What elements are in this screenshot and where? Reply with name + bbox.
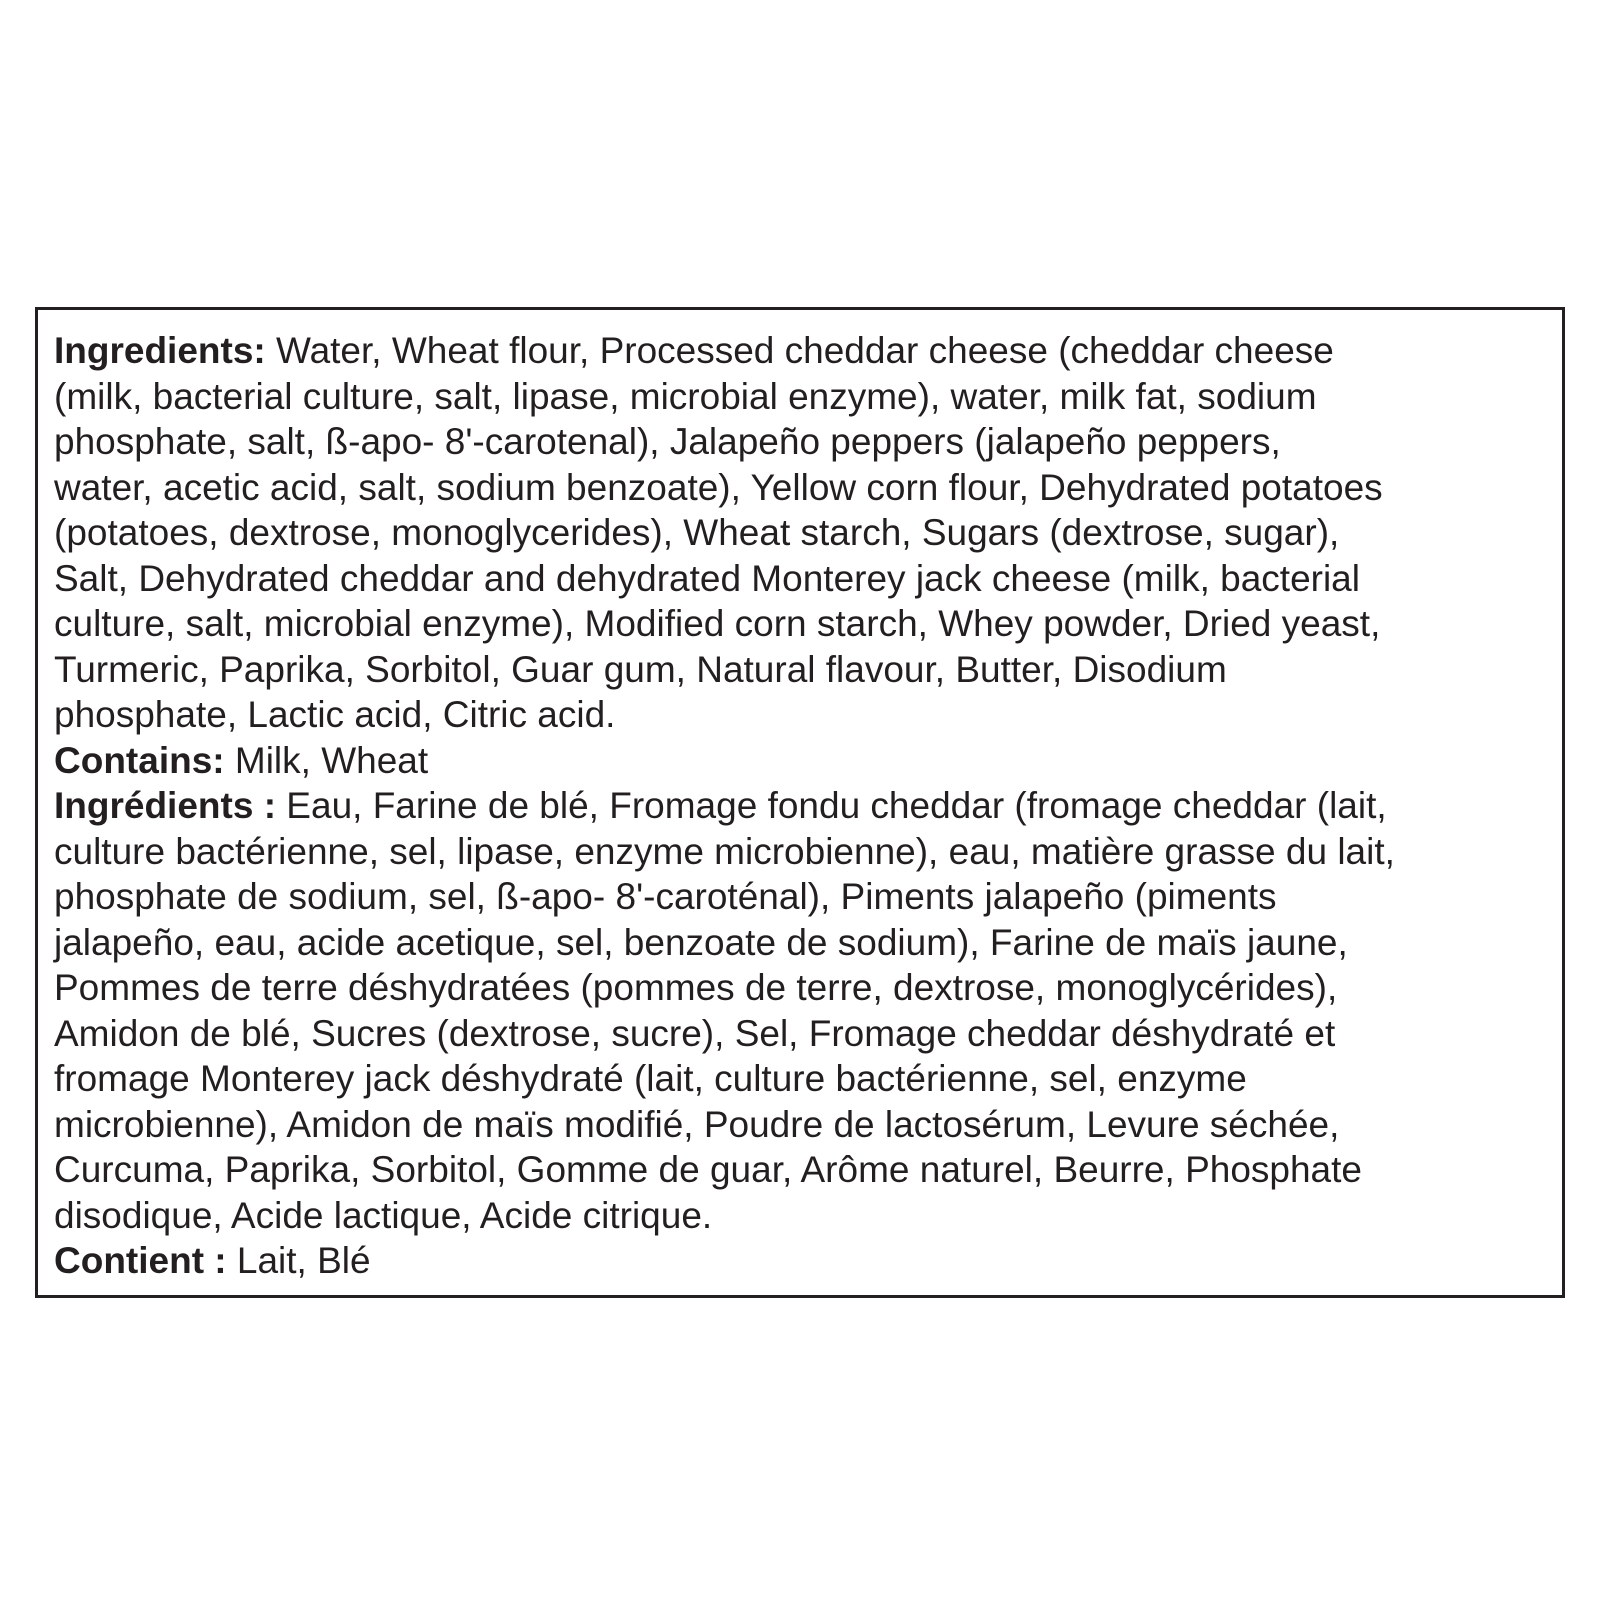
french-ingredients-text: Eau, Farine de blé, Fromage fondu cheddar (fromage cheddar (lait, [276,785,1387,826]
english-ingredients-line: phosphate, salt, ß-apo- 8'-carotenal), Jalapeño peppers (jalapeño peppers, [54,421,1281,462]
english-ingredients-line: (potatoes, dextrose, monoglycerides), Wheat starch, Sugars (dextrose, sugar), [54,512,1340,553]
french-ingredients-line: Amidon de blé, Sucres (dextrose, sucre), Sel, Fromage cheddar déshydraté et [54,1012,1336,1054]
english-contains-line [54,738,1548,784]
english-contains-value: Milk, Wheat [224,739,429,781]
french-ingredients-line: culture bactérienne, sel, lipase, enzyme microbienne), eau, matière grasse du lait, [54,830,1395,872]
english-ingredients-line: phosphate, Lactic acid, Citric acid. [54,694,616,735]
english-ingredients-line: (milk, bacterial culture, salt, lipase, microbial enzyme), water, milk fat, sodium [54,375,1317,417]
french-ingredients-line: Pommes de terre déshydratées (pommes de terre, dextrose, monoglycérides), [54,967,1338,1008]
ingredients-label-box [35,307,1565,1298]
french-ingredients-line [54,783,1548,829]
french-ingredients-line: jalapeño, eau, acide acetique, sel, benzoate de sodium), Farine de maïs jaune, [54,921,1348,963]
english-ingredients-heading: Ingredients: [54,330,266,371]
english-ingredients-text: Water, Wheat flour, Processed cheddar cheese (cheddar cheese [265,330,1334,371]
french-ingredients-line: disodique, Acide lactique, Acide citrique. [54,1194,713,1236]
french-ingredients-line: phosphate de sodium, sel, ß-apo- 8'-caroténal), Piments jalapeño (piments [54,876,1277,917]
french-ingredients-line: microbienne), Amidon de maïs modifié, Poudre de lactosérum, Levure séchée, [54,1103,1340,1145]
french-ingredients-line: fromage Monterey jack déshydraté (lait, culture bactérienne, sel, enzyme [54,1058,1247,1099]
french-ingredients-heading: Ingrédients : [54,785,277,826]
english-ingredients-line: water, acetic acid, salt, sodium benzoate), Yellow corn flour, Dehydrated potatoes [54,466,1383,508]
french-ingredients-line: Curcuma, Paprika, Sorbitol, Gomme de guar, Arôme naturel, Beurre, Phosphate [54,1149,1362,1190]
french-contains-line [54,1238,1548,1284]
french-contains-value: Lait, Blé [226,1240,371,1281]
english-ingredients-line [54,328,1548,374]
french-contains-heading: Contient : [54,1240,227,1281]
english-ingredients-line: Turmeric, Paprika, Sorbitol, Guar gum, Natural flavour, Butter, Disodium [54,648,1227,690]
english-ingredients-line: Salt, Dehydrated cheddar and dehydrated Monterey jack cheese (milk, bacterial [54,557,1360,599]
english-ingredients-line: culture, salt, microbial enzyme), Modified corn starch, Whey powder, Dried yeast, [54,603,1381,644]
english-contains-heading: Contains: [54,739,225,781]
